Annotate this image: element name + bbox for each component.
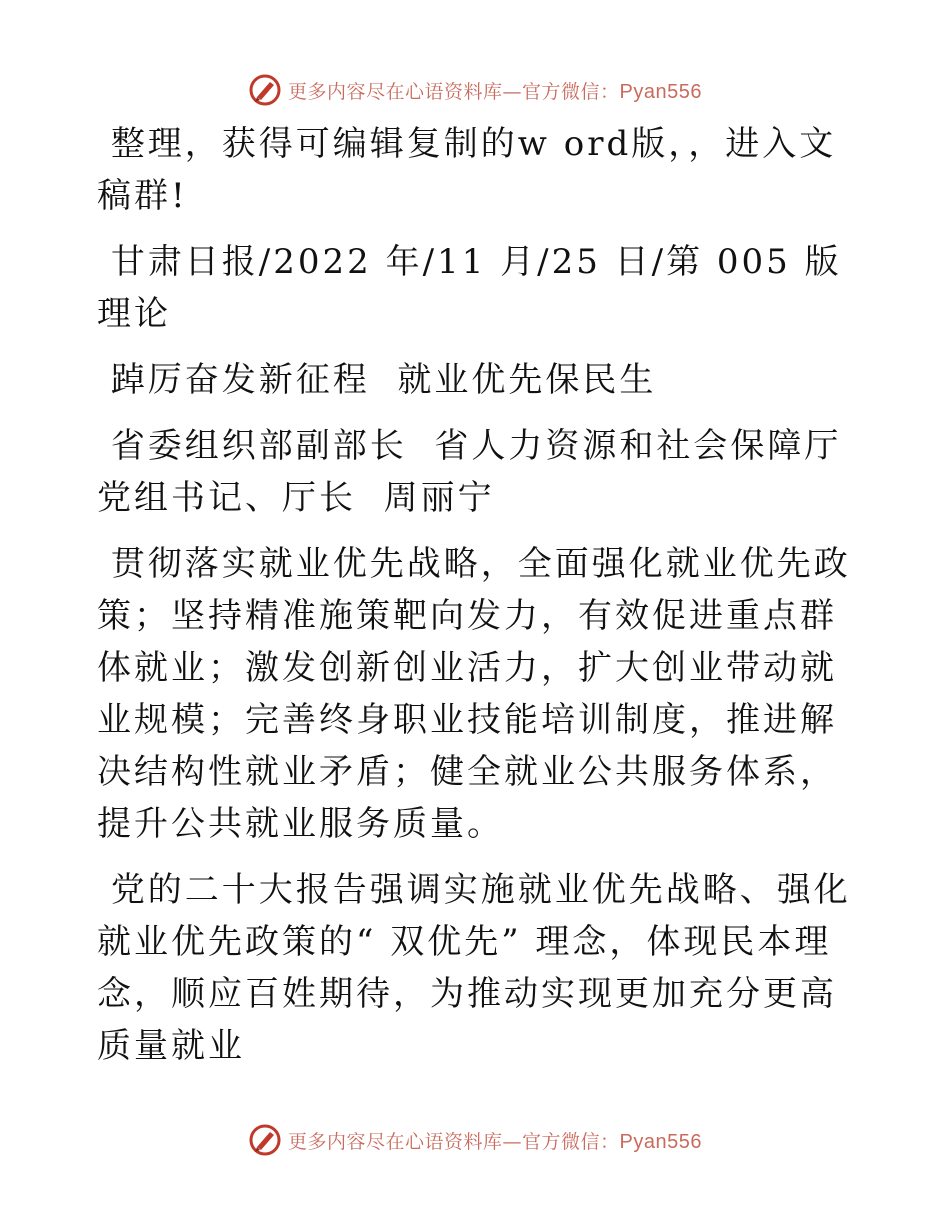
source-line: 甘肃日报/2022 年/11 月/25 日/第 005 版理论	[97, 242, 842, 334]
author-line: 省委组织部副部长 省人力资源和社会保障厅党组书记、厅长 周丽宁	[97, 426, 842, 518]
header-watermark	[0, 70, 950, 110]
article-title: 踔厉奋发新征程 就业优先保民生	[97, 360, 657, 400]
document-body	[97, 118, 857, 1086]
pen-logo-icon	[248, 1123, 282, 1157]
body-paragraph: 党的二十大报告强调实施就业优先战略、强化就业优先政策的“ 双优先” 理念，体现民本理念，顺应百姓期待，为推动实现更加充分更高质量就业	[97, 870, 851, 1066]
footer-watermark	[0, 1120, 950, 1160]
pen-logo-icon	[248, 73, 282, 107]
watermark-text: 更多内容尽在心语资料库—官方微信：Pyan556	[288, 1130, 702, 1153]
watermark-text: 更多内容尽在心语资料库—官方微信：Pyan556	[288, 80, 702, 103]
intro-paragraph: 整理，获得可编辑复制的w ord版，，进入文稿群!	[97, 124, 837, 216]
summary-paragraph: 贯彻落实就业优先战略，全面强化就业优先政策；坚持精准施策靶向发力，有效促进重点群体就业；激发创新创业活力，扩大创业带动就业规模；完善终身职业技能培训制度，推进解决结构性就业矛盾；健全就业公共服务体系，提升公共就业服务质量。	[97, 544, 851, 844]
